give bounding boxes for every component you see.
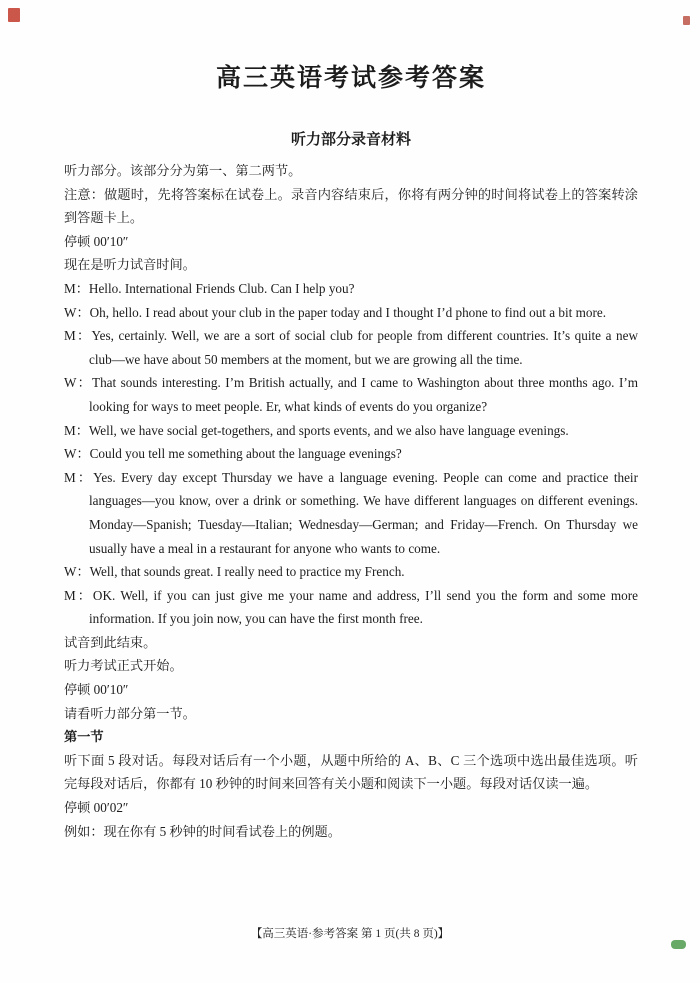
text-line: 听下面 5 段对话。每段对话后有一个小题，从题中所给的 A、B、C 三个选项中选出最佳选项。听完每段对话后，你都有 10 秒钟的时间来回答有关小题和阅读下一小题。每段对话仅读一遍。 [64, 752, 638, 792]
registration-mark-top-left [8, 8, 20, 22]
speaker-label: W： [64, 446, 90, 462]
page-title: 高三英语考试参考答案 [215, 65, 486, 92]
dialogue-line: M：Hello. International Friends Club. Can I help you? [64, 280, 355, 296]
dialogue-line: M：Well, we have social get-togethers, and sports events, and we also have language evenings. [64, 422, 569, 438]
text-line: 停顿 00′10″ [64, 682, 129, 698]
section-heading: 听力部分录音材料 [290, 132, 411, 148]
registration-mark-top-right [683, 16, 690, 25]
text-line: 停顿 00′10″ [64, 233, 129, 249]
dialogue-line: W：Oh, hello. I read about your club in the paper today and I thought I’d phone to find out a bit more. [64, 304, 607, 320]
page-content [64, 58, 638, 843]
dialogue-line: M：Yes, certainly. Well, we are a sort of social club for people from different countries. It’s quite a new club—we have about 50 members at the moment, but we are growing all the time. [64, 328, 638, 367]
dialogue-line: W：That sounds interesting. I’m British actually, and I came to Washington about three months ago. I’m looking for ways to meet people. Er, what kinds of events do you organize? [64, 375, 638, 414]
text-line: 请看听力部分第一节。 [64, 705, 196, 721]
text-line: 停顿 00′02″ [64, 800, 129, 816]
text-line: 听力部分。该部分分为第一、第二两节。 [64, 163, 302, 178]
text-line: 例如：现在你有 5 秒钟的时间看试卷上的例题。 [64, 823, 341, 839]
transcript [64, 159, 638, 843]
text-line: 注意：做题时，先将答案标在试卷上。录音内容结束后，你将有两分钟的时间将试卷上的答案转涂到答题卡上。 [64, 186, 638, 226]
dialogue-line: M：Yes. Every day except Thursday we have a language evening. People can come and practice their languages—you know, over a drink or something. We have different languages on different evenings. Monday—Spanish; Tuesday—Italian; Wednesday—German; and Friday—French. On Thursday we usually have a meal in a restaurant for anyone who wants to come. [64, 469, 638, 556]
text-line: 听力考试正式开始。 [64, 658, 183, 674]
text-line: 第一节 [64, 729, 104, 745]
dialogue-line: W：Well, that sounds great. I really need to practice my French. [64, 564, 405, 580]
speaker-label: W： [64, 564, 90, 580]
text-line: 试音到此结束。 [64, 634, 157, 650]
speaker-label: M： [64, 280, 89, 296]
speaker-label: M： [64, 587, 93, 603]
page-footer: 【高三英语·参考答案 第 1 页(共 8 页)】 [250, 928, 450, 940]
registration-mark-bottom-right [671, 940, 686, 949]
dialogue-line: M：OK. Well, if you can just give me your name and address, I’ll send you the form and some more information. If you join now, you can have the first month free. [64, 587, 638, 627]
speaker-label: M： [64, 328, 92, 344]
speaker-label: M： [64, 469, 94, 485]
speaker-label: W： [64, 304, 90, 320]
text-line: 现在是听力试音时间。 [64, 257, 196, 273]
speaker-label: M： [64, 422, 89, 438]
speaker-label: W： [64, 375, 93, 391]
dialogue-line: W：Could you tell me something about the language evenings? [64, 446, 402, 462]
